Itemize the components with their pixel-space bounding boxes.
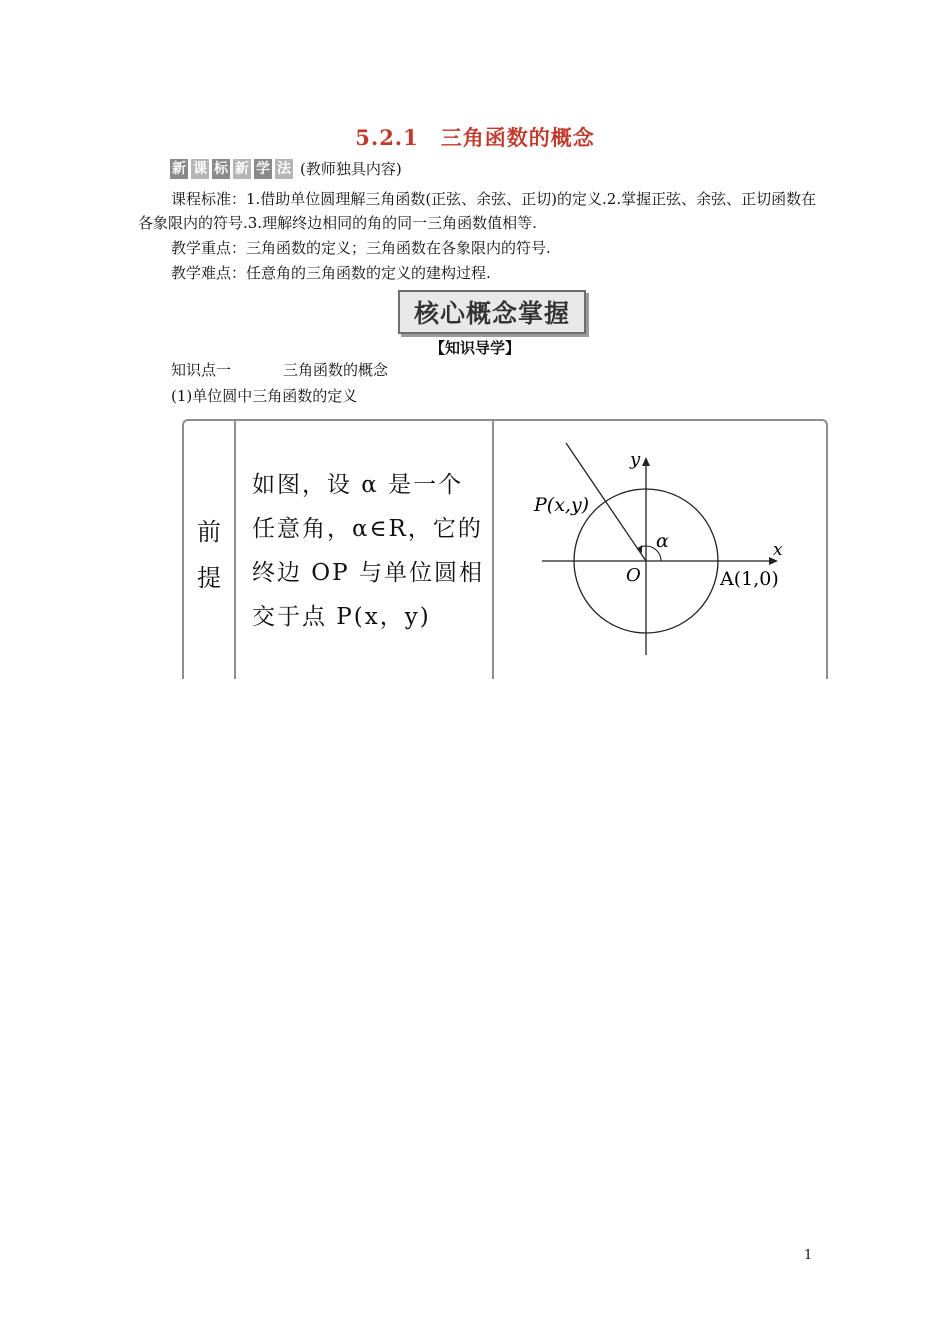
knowledge-point-label: 知识点一 <box>171 361 232 379</box>
teaching-focus: 教学重点：三角函数的定义；三角函数在各象限内的符号. <box>171 239 551 257</box>
curriculum-standard: 课程标准：1.借助单位圆理解三角函数(正弦、余弦、正切)的定义.2.掌握正弦、余弦、正切函数在各象限内的符号.3.理解终边相同的角的同一三角函数值相等. <box>138 190 817 232</box>
page-title: 5.2.1 三角函数的概念 <box>355 125 595 150</box>
badge-ke: 课 <box>193 160 207 177</box>
unit-circle-figure <box>494 421 828 679</box>
premise-text-cell <box>236 421 494 679</box>
label-o: O <box>626 565 641 586</box>
label-alpha: α <box>656 530 669 552</box>
knowledge-point <box>171 359 388 380</box>
y-axis-arrow <box>642 457 650 466</box>
definition-table <box>182 419 828 679</box>
premise-label <box>184 509 234 601</box>
premise-cell <box>184 421 236 679</box>
label-y: y <box>630 449 641 470</box>
premise-text: 如图，设 α 是一个任意角，α∈R，它的终边 OP 与单位圆相交于点 P(x，y) <box>252 472 484 630</box>
guide-label: 【知识导学】 <box>429 339 520 357</box>
badge-xin: 新 <box>172 160 186 177</box>
section-banner: 核心概念掌握 <box>398 290 586 334</box>
label-x: x <box>773 540 783 560</box>
badge-note: (教师独具内容) <box>300 160 402 178</box>
subheading: (1)单位圆中三角函数的定义 <box>171 387 358 405</box>
badge-xin-2: 新 <box>235 160 249 177</box>
knowledge-point-title: 三角函数的概念 <box>283 361 389 379</box>
premise-label-text: 前提 <box>197 518 221 592</box>
label-p: P(x,y) <box>534 494 590 516</box>
figure-cell <box>494 421 828 679</box>
page-number: 1 <box>804 1248 813 1263</box>
badge-row <box>170 158 402 179</box>
badge-xue: 学 <box>256 160 270 177</box>
teaching-difficulty: 教学难点：任意角的三角函数的定义的建构过程. <box>171 264 491 282</box>
label-a: A(1,0) <box>720 568 779 590</box>
badge-fa: 法 <box>277 160 291 177</box>
badge-biao: 标 <box>214 160 228 177</box>
